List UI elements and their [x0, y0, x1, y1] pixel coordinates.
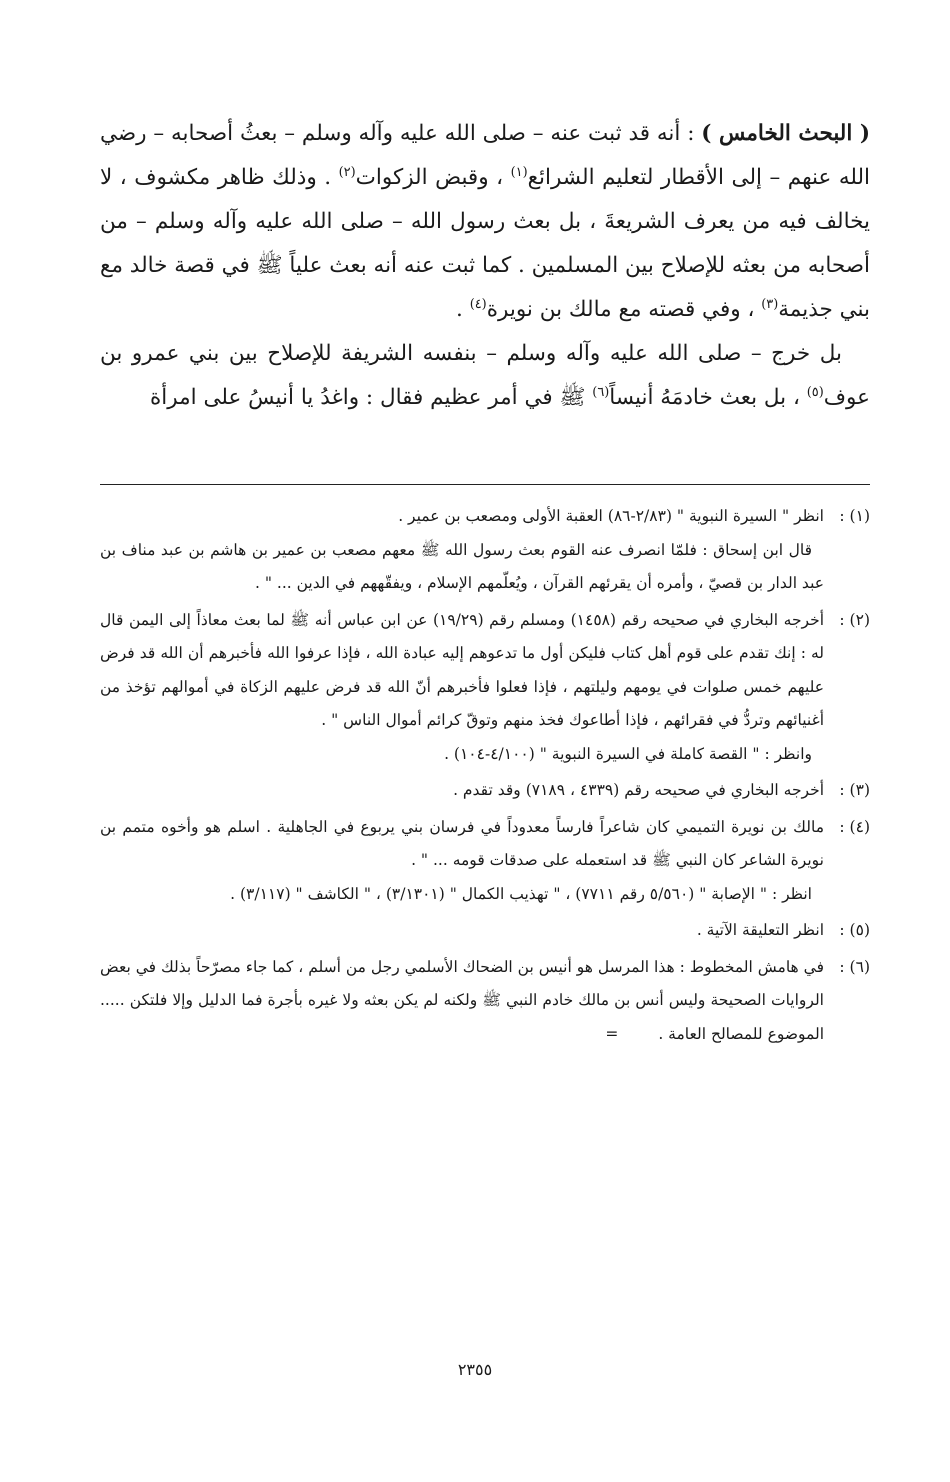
- footnote-2: [100, 604, 870, 772]
- footnote-line: أخرجه البخاري في صحيحه رقم (٤٣٣٩ ، ٧١٨٩) وقد تقدم .: [453, 781, 824, 799]
- footnote-line: انظر : " الإصابة " (٥/٥٦٠ رقم ٧٧١١) ، " تهذيب الكمال " (٣/١٣٠١) ، " الكاشف " (٣/١١٧) .: [230, 884, 812, 903]
- footnote-number: (٦) :: [839, 957, 870, 976]
- footnote-ref-4[interactable]: (٤): [469, 296, 487, 312]
- footnote-line: قال ابن إسحاق : فلمّا انصرف عنه القوم بعث رسول الله ﷺ معهم مصعب بن عمير بن هاشم بن عبد مناف بن عبد الدار بن قصيّ ، وأمره أن يقرئهم القرآن ، ويُعلّمهم الإسلام ، ويفقّههم في الدين ... " .: [100, 540, 824, 592]
- text-run: بل خرج – صلى الله عليه وآله وسلم – بنفسه الشريفة للإصلاح بين بني عمرو بن عوف: [100, 341, 870, 410]
- footnote-line: انظر " السيرة النبوية " (٢/٨٣-٨٦) العقبة الأولى ومصعب بن عمير .: [398, 507, 824, 525]
- footnote-number: (٣) :: [839, 781, 870, 799]
- footnote-line: أخرجه البخاري في صحيحه رقم (١٤٥٨) ومسلم رقم (١٩/٢٩) عن ابن عباس أنه ﷺ لما بعث معاذاً إلى اليمن قال له : إنك تقدم على قوم أهل كتاب فليكن أول ما تدعوهم إليه عبادة الله ، فإذا عرفوا الله فأخبرهم أن الله قد فرض عليهم خمس صلوات في يومهم وليلتهم ، فإذا فعلوا فأخبرهم أنّ الله قد فرض عليهم الزكاة في أموالهم تؤخذ من أغنيائهم وتردُّ في فقرائهم ، فإذا أطاعوك فخذ منهم وتوقّ كرائم أموال الناس " .: [100, 610, 825, 729]
- footnote-3: [100, 774, 870, 808]
- text-run: ﷺ في أمر عظيم فقال : واغدُ يا أنيسُ على امرأة: [150, 385, 593, 410]
- paragraph-2: [100, 332, 870, 420]
- text-run: ، وقبض الزكوات: [355, 165, 511, 190]
- text-run: .: [456, 297, 470, 322]
- main-text: [100, 112, 870, 420]
- footnotes: [100, 500, 870, 1054]
- text-run: ، وفي قصته مع مالك بن نويرة: [486, 297, 762, 322]
- footnote-number: (٤) :: [839, 817, 870, 836]
- footnote-number: (٥) :: [839, 921, 870, 939]
- text-run: : أنه قد ثبت عنه – صلى الله عليه وآله وسلم – بعثُ أصحابه – رضي الله عنهم – إلى الأقطار لتعليم الشرائع: [100, 121, 871, 190]
- footnote-ref-2[interactable]: (٢): [338, 164, 356, 180]
- paragraph-1: [100, 112, 870, 332]
- text-run: . وذلك ظاهر مكشوف ، لا يخالف فيه من يعرف الشريعةَ ، بل بعث رسول الله – صلى الله عليه وآله وسلم – من أصحابه من بعثه للإصلاح بين المسلمين . كما ثبت عنه أنه بعث علياً ﷺ في قصة خالد مع بني جذيمة: [100, 165, 870, 322]
- footnote-1: [100, 500, 870, 601]
- footnote-ref-6[interactable]: (٦): [592, 384, 610, 400]
- footnote-line: وانظر : " القصة كاملة في السيرة النبوية " (٤/١٠٠-١٠٤) .: [444, 744, 812, 763]
- footnote-6: [100, 951, 870, 1052]
- footnote-5: [100, 914, 870, 948]
- footnote-number: (١) :: [839, 507, 870, 525]
- footnote-ref-5[interactable]: (٥): [806, 384, 824, 400]
- continuation-mark: =: [605, 1024, 619, 1043]
- footnote-4: [100, 811, 870, 912]
- footnote-ref-3[interactable]: (٣): [761, 296, 779, 312]
- footnote-line: مالك بن نويرة التميمي كان شاعراً فارساً معدوداً في فرسان بني يربوع في الجاهلية . اسلم هو وأخوه متمم بن نويرة الشاعر كان النبي ﷺ قد استعمله على صدقات قومه ... " .: [100, 817, 824, 869]
- footnote-line: انظر التعليقة الآتية .: [696, 921, 824, 939]
- footnote-line: في هامش المخطوط : هذا المرسل هو أنيس بن الضحاك الأسلمي رجل من أسلم ، كما جاء مصرّحاً بذلك في بعض الروايات الصحيحة وليس أنس بن مالك خادم النبي ﷺ ولكنه لم يكن بعثه ولا غيره بأجرة فما الدليل وإلا فلتكن ..... الموضوع للمصالح العامة .: [100, 957, 824, 1043]
- page-number: ٢٣٥٥: [457, 1360, 493, 1379]
- section-heading: ( البحث الخامس ): [701, 121, 870, 146]
- footnote-separator: [100, 484, 870, 485]
- text-run: ، بل بعث خادمَهُ أنيساً: [609, 385, 807, 410]
- footnote-ref-1[interactable]: (١): [510, 164, 528, 180]
- footnote-number: (٢) :: [839, 610, 870, 629]
